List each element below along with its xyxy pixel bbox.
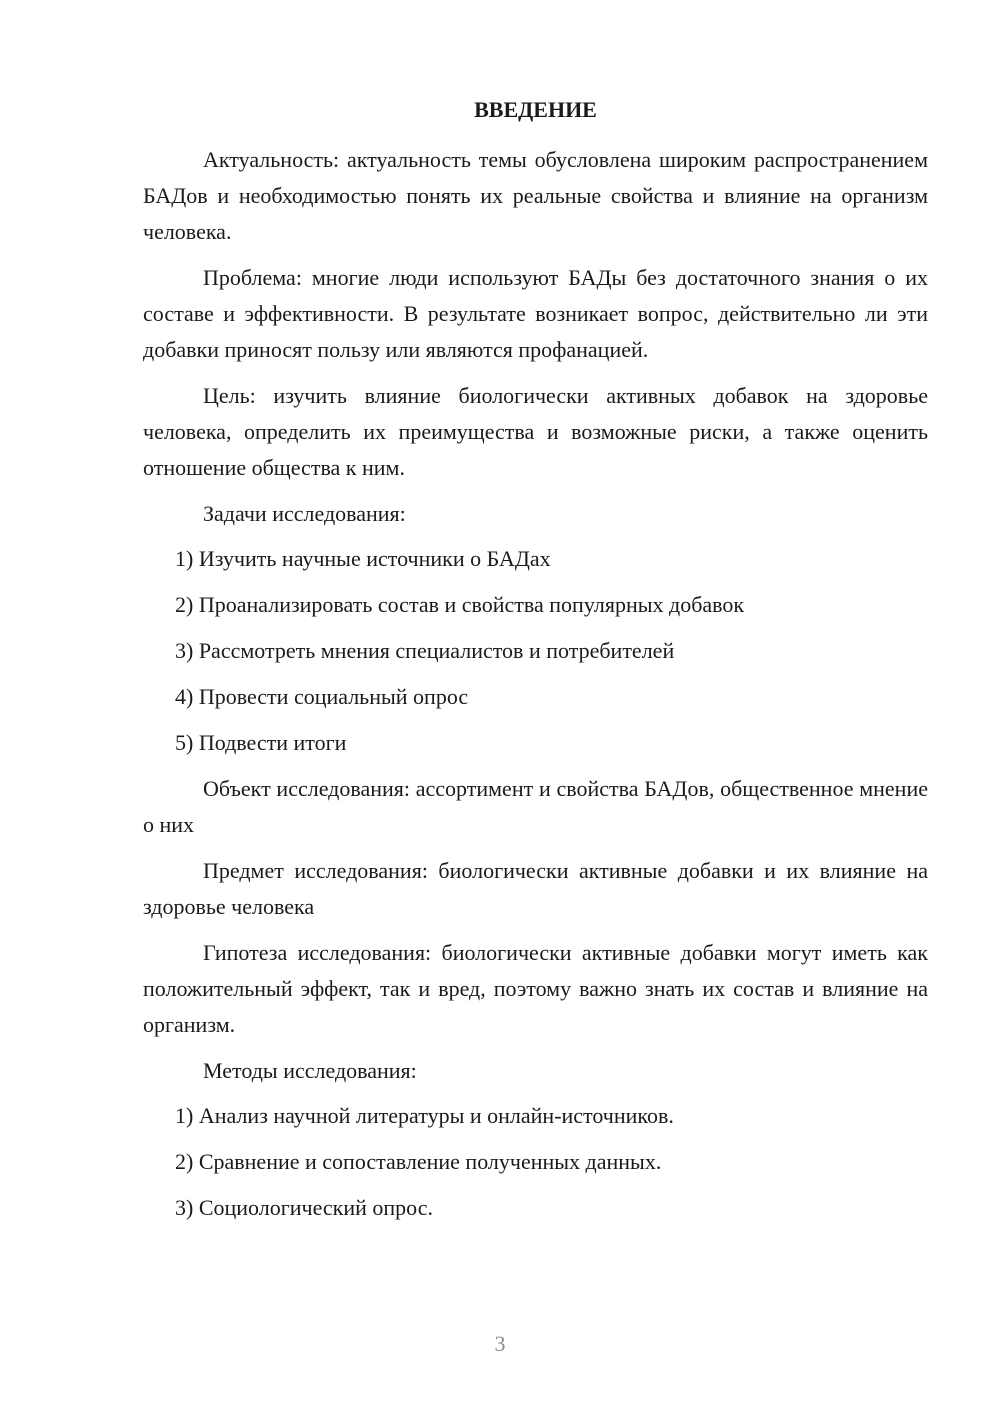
list-item: 1) Анализ научной литературы и онлайн-источников. — [175, 1103, 674, 1128]
list-item: 3) Социологический опрос. — [175, 1195, 433, 1220]
paragraph-goal: Цель: изучить влияние биологически активных добавок на здоровье человека, определить их преимущества и возможные риски, а также оценить отношение общества к ним. — [143, 383, 928, 480]
tasks-list — [143, 541, 928, 761]
paragraph-hypothesis: Гипотеза исследования: биологически активные добавки могут иметь как положительный эффект, так и вред, поэтому важно знать их состав и влияние на организм. — [143, 940, 928, 1037]
paragraph-problem: Проблема: многие люди используют БАДы без достаточного знания о их составе и эффективности. В результате возникает вопрос, действительно ли эти добавки приносят пользу или являются профанацией. — [143, 265, 928, 362]
paragraph-object: Объект исследования: ассортимент и свойства БАДов, общественное мнение о них — [143, 776, 928, 837]
document-page — [143, 92, 928, 1236]
paragraph-subject: Предмет исследования: биологически активные добавки и их влияние на здоровье человека — [143, 858, 928, 919]
list-item: 4) Провести социальный опрос — [175, 684, 469, 709]
list-item: 3) Рассмотреть мнения специалистов и потребителей — [175, 638, 675, 663]
page-number: 3 — [494, 1331, 506, 1356]
list-item: 2) Проанализировать состав и свойства популярных добавок — [175, 592, 745, 617]
paragraph-relevance: Актуальность: актуальность темы обусловлена широким распространением БАДов и необходимостью понять их реальные свойства и влияние на организм человека. — [143, 147, 928, 244]
list-item: 5) Подвести итоги — [175, 730, 347, 755]
list-item: 1) Изучить научные источники о БАДах — [175, 546, 551, 571]
methods-heading: Методы исследования: — [203, 1058, 417, 1083]
list-item: 2) Сравнение и сопоставление полученных данных. — [175, 1149, 662, 1174]
tasks-heading: Задачи исследования: — [203, 501, 406, 526]
page-title: ВВЕДЕНИЕ — [474, 97, 597, 122]
methods-list — [143, 1098, 928, 1226]
